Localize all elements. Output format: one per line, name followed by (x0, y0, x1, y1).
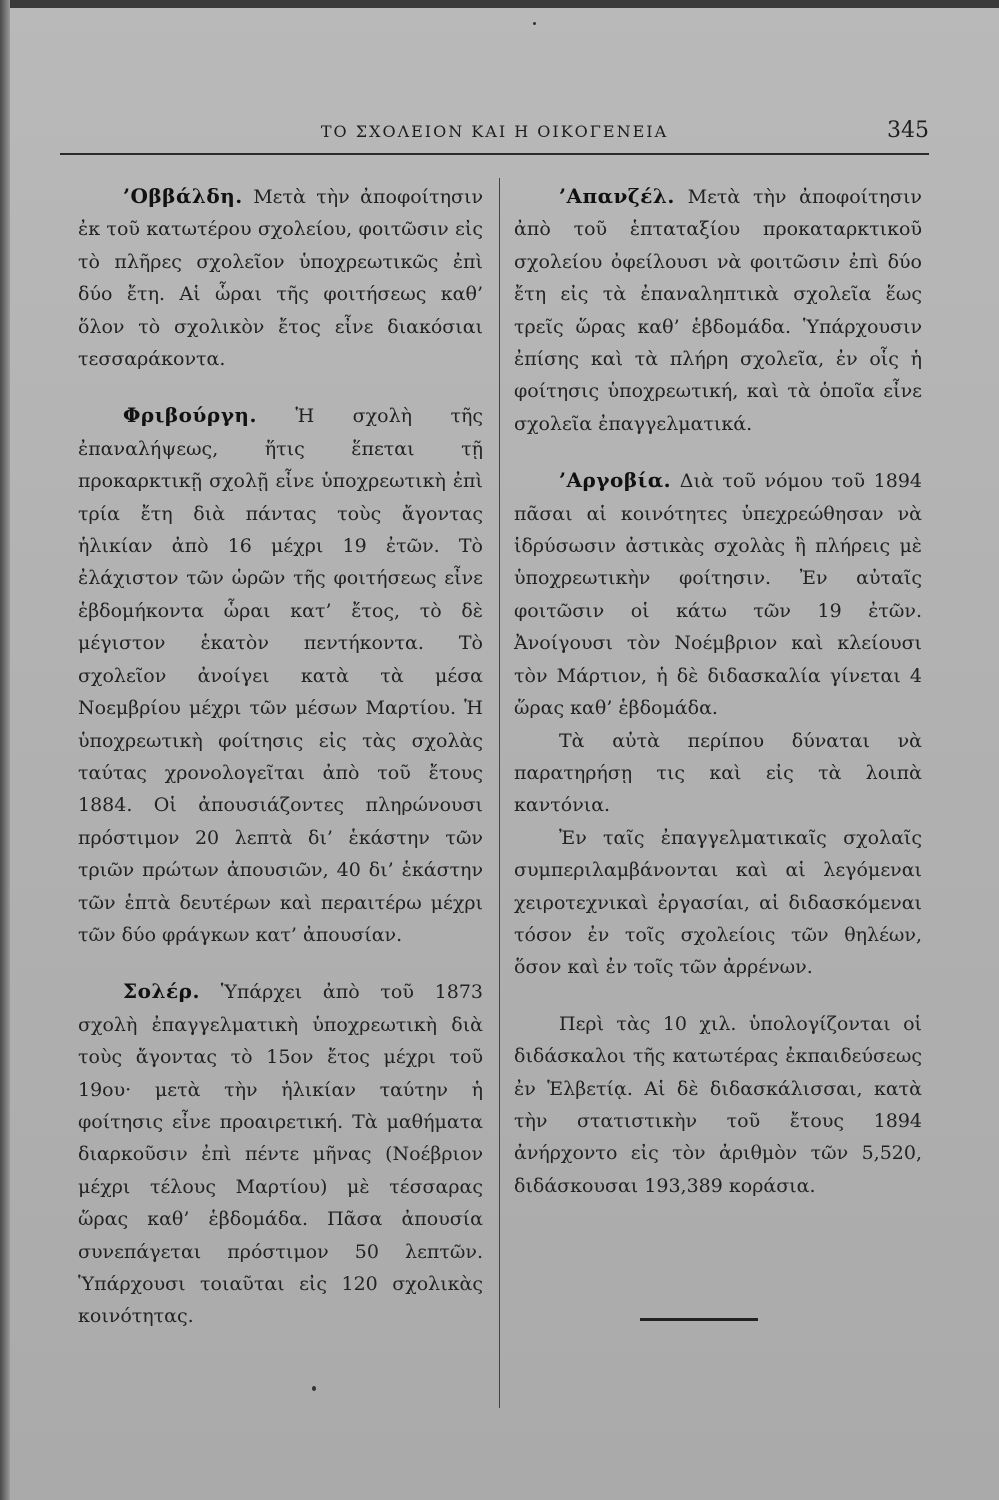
section-argovie (514, 464, 922, 724)
paragraph-teachers: Περὶ τὰς 10 χιλ. ὑπολογίζονται οἱ διδάσκαλοι τῆς κατωτέρας ἐκπαιδεύσεως ἐν Ἑλβετίᾳ. Αἱ δὲ διδασκάλισσαι, κατὰ τὴν στατιστικὴν τοῦ ἔτους 1894 ἀνήρχοντο εἰς τὸν ἀριθμὸν τῶν 5,520, διδάσκουσαι 193,389 κοράσια. (514, 1012, 922, 1197)
left-column (78, 180, 483, 1333)
column-divider (499, 178, 500, 1408)
section-appenzell (514, 180, 922, 440)
running-header (60, 118, 929, 154)
section-soleure (78, 975, 483, 1332)
ink-speck (533, 22, 536, 25)
header-rule (60, 153, 929, 155)
heading-appenzell: ’Απανζέλ. (559, 184, 675, 208)
text-argovie: Διὰ τοῦ νόμου τοῦ 1894 πᾶσαι αἱ κοινότητες ὑπεχρεώθησαν νὰ ἱδρύσωσιν ἀστικὰς σχολὰς ἢ πλήρεις μὲ ὑποχρεωτικὴν φοίτησιν. Ἐν αὐταῖς φοιτῶσιν οἱ κάτω τῶν 19 ἐτῶν. Ἀνοίγουσι τὸν Νοέμβριον καὶ κλείουσι τὸν Μάρτιον, ἡ δὲ διδασκαλία γίνεται 4 ὥρας καθ’ ἑβδομάδα. (514, 470, 922, 720)
paragraph-vocational-schools: Ἐν ταῖς ἐπαγγελματικαῖς σχολαῖς συμπεριλαμβάνονται καὶ αἱ λεγόμεναι χειροτεχνικαὶ ἐργασίαι, αἱ διδασκόμεναι τόσον ἐν τοῖς σχολείοις τῶν θηλέων, ὅσον καὶ ἐν τοῖς τῶν ἀρρένων. (514, 826, 922, 979)
running-title: ΤΟ ΣΧΟΛΕΙΟΝ ΚΑΙ Η ΟΙΚΟΓΕΝΕΙΑ (320, 122, 669, 141)
text-obwalden: Μετὰ τὴν ἀποφοίτησιν ἐκ τοῦ κατωτέρου σχολείου, φοιτῶσιν εἰς τὸ πλῆρες σχολεῖον ὑποχρεωτικῶς ἐπὶ δύο ἔτη. Αἱ ὧραι τῆς φοιτήσεως καθ’ ὅλον τὸ σχολικὸν ἔτος εἶνε διακόσιαι τεσσαράκοντα. (78, 186, 483, 371)
text-appenzell: Μετὰ τὴν ἀποφοίτησιν ἀπὸ τοῦ ἑπταταξίου προκαταρκτικοῦ σχολείου ὀφείλουσι νὰ φοιτῶσιν ἐπὶ δύο ἔτη εἰς τὰ ἐπαναληπτικὰ σχολεῖα ἕως τρεῖς ὥρας καθ’ ἑβδομάδα. Ὑπάρχουσιν ἐπίσης καὶ τὰ πλήρη σχολεῖα, ἐν οἷς ἡ φοίτησις ὑποχρεωτική, καὶ τὰ ὁποῖα εἶνε σχολεῖα ἐπαγγελματικά. (514, 186, 922, 435)
section-fribourg (78, 399, 483, 951)
right-column (514, 180, 922, 1202)
section-obwalden (78, 180, 483, 375)
heading-fribourg: Φριβούργη. (123, 403, 257, 428)
text-soleure: Ὑπάρχει ἀπὸ τοῦ 1873 σχολὴ ἐπαγγελματικὴ ὑποχρεωτικὴ διὰ τοὺς ἄγοντας τὸ 15ον ἔτος μέχρι τοῦ 19ου· μετὰ τὴν ἡλικίαν ταύτην ἡ φοίτησις εἶνε προαιρετική. Τὰ μαθήματα διαρκοῦσιν ἐπὶ πέντε μῆνας (Νοέβριον μέχρι τέλους Μαρτίου) μὲ τέσσαρας ὥρας καθ’ ἑβδομάδα. Πᾶσα ἀπουσία συνεπάγεται πρόστιμον 50 λεπτῶν. Ὑπάρχουσι τοιαῦται εἰς 120 σχολικὰς κοινότητας. (78, 981, 483, 1328)
text-fribourg: Ἡ σχολὴ τῆς ἐπαναλήψεως, ἥτις ἕπεται τῇ προκαρκτικῇ σχολῇ εἶνε ὑποχρεωτικὴ ἐπὶ τρία ἔτη διὰ πάντας τοὺς ἄγοντας ἡλικίαν ἀπὸ 16 μέχρι 19 ἐτῶν. Τὸ ἐλάχιστον τῶν ὡρῶν τῆς φοιτήσεως εἶνε ἑβδομήκοντα ὧραι κατ’ ἔτος, τὸ δὲ μέγιστον ἑκατὸν πεντήκοντα. Τὸ σχολεῖον ἀνοίγει κατὰ τὰ μέσα Νοεμβρίου μέχρι τῶν μέσων Μαρτίου. Ἡ ὑποχρεωτικὴ φοίτησις εἰς τὰς σχολὰς ταύτας χρονολογεῖται ἀπὸ τοῦ ἔτους 1884. Οἱ ἀπουσιάζοντες πληρώνουσι πρόστιμον 20 λεπτὰ δι’ ἑκάστην τῶν τριῶν πρώτων ἀπουσιῶν, 40 δι’ ἑκάστην τῶν ἑπτὰ δευτέρων καὶ περαιτέρω μέχρι τῶν δύο φράγκων κατ’ ἀπουσίαν. (78, 405, 483, 946)
ink-speck (312, 1386, 316, 1391)
heading-soleure: Σολέρ. (123, 979, 200, 1004)
heading-obwalden: ’Οββάλδη. (123, 184, 243, 208)
page-number: 345 (887, 118, 929, 143)
heading-argovie: ’Αργοβία. (559, 468, 672, 493)
page-edge-left (0, 0, 10, 1500)
page-edge-top (0, 0, 999, 8)
paragraph-other-cantons: Τὰ αὐτὰ περίπου δύναται νὰ παρατηρήσῃ τις καὶ εἰς τὰ λοιπὰ καντόνια. (514, 729, 922, 817)
end-rule (640, 1318, 758, 1321)
